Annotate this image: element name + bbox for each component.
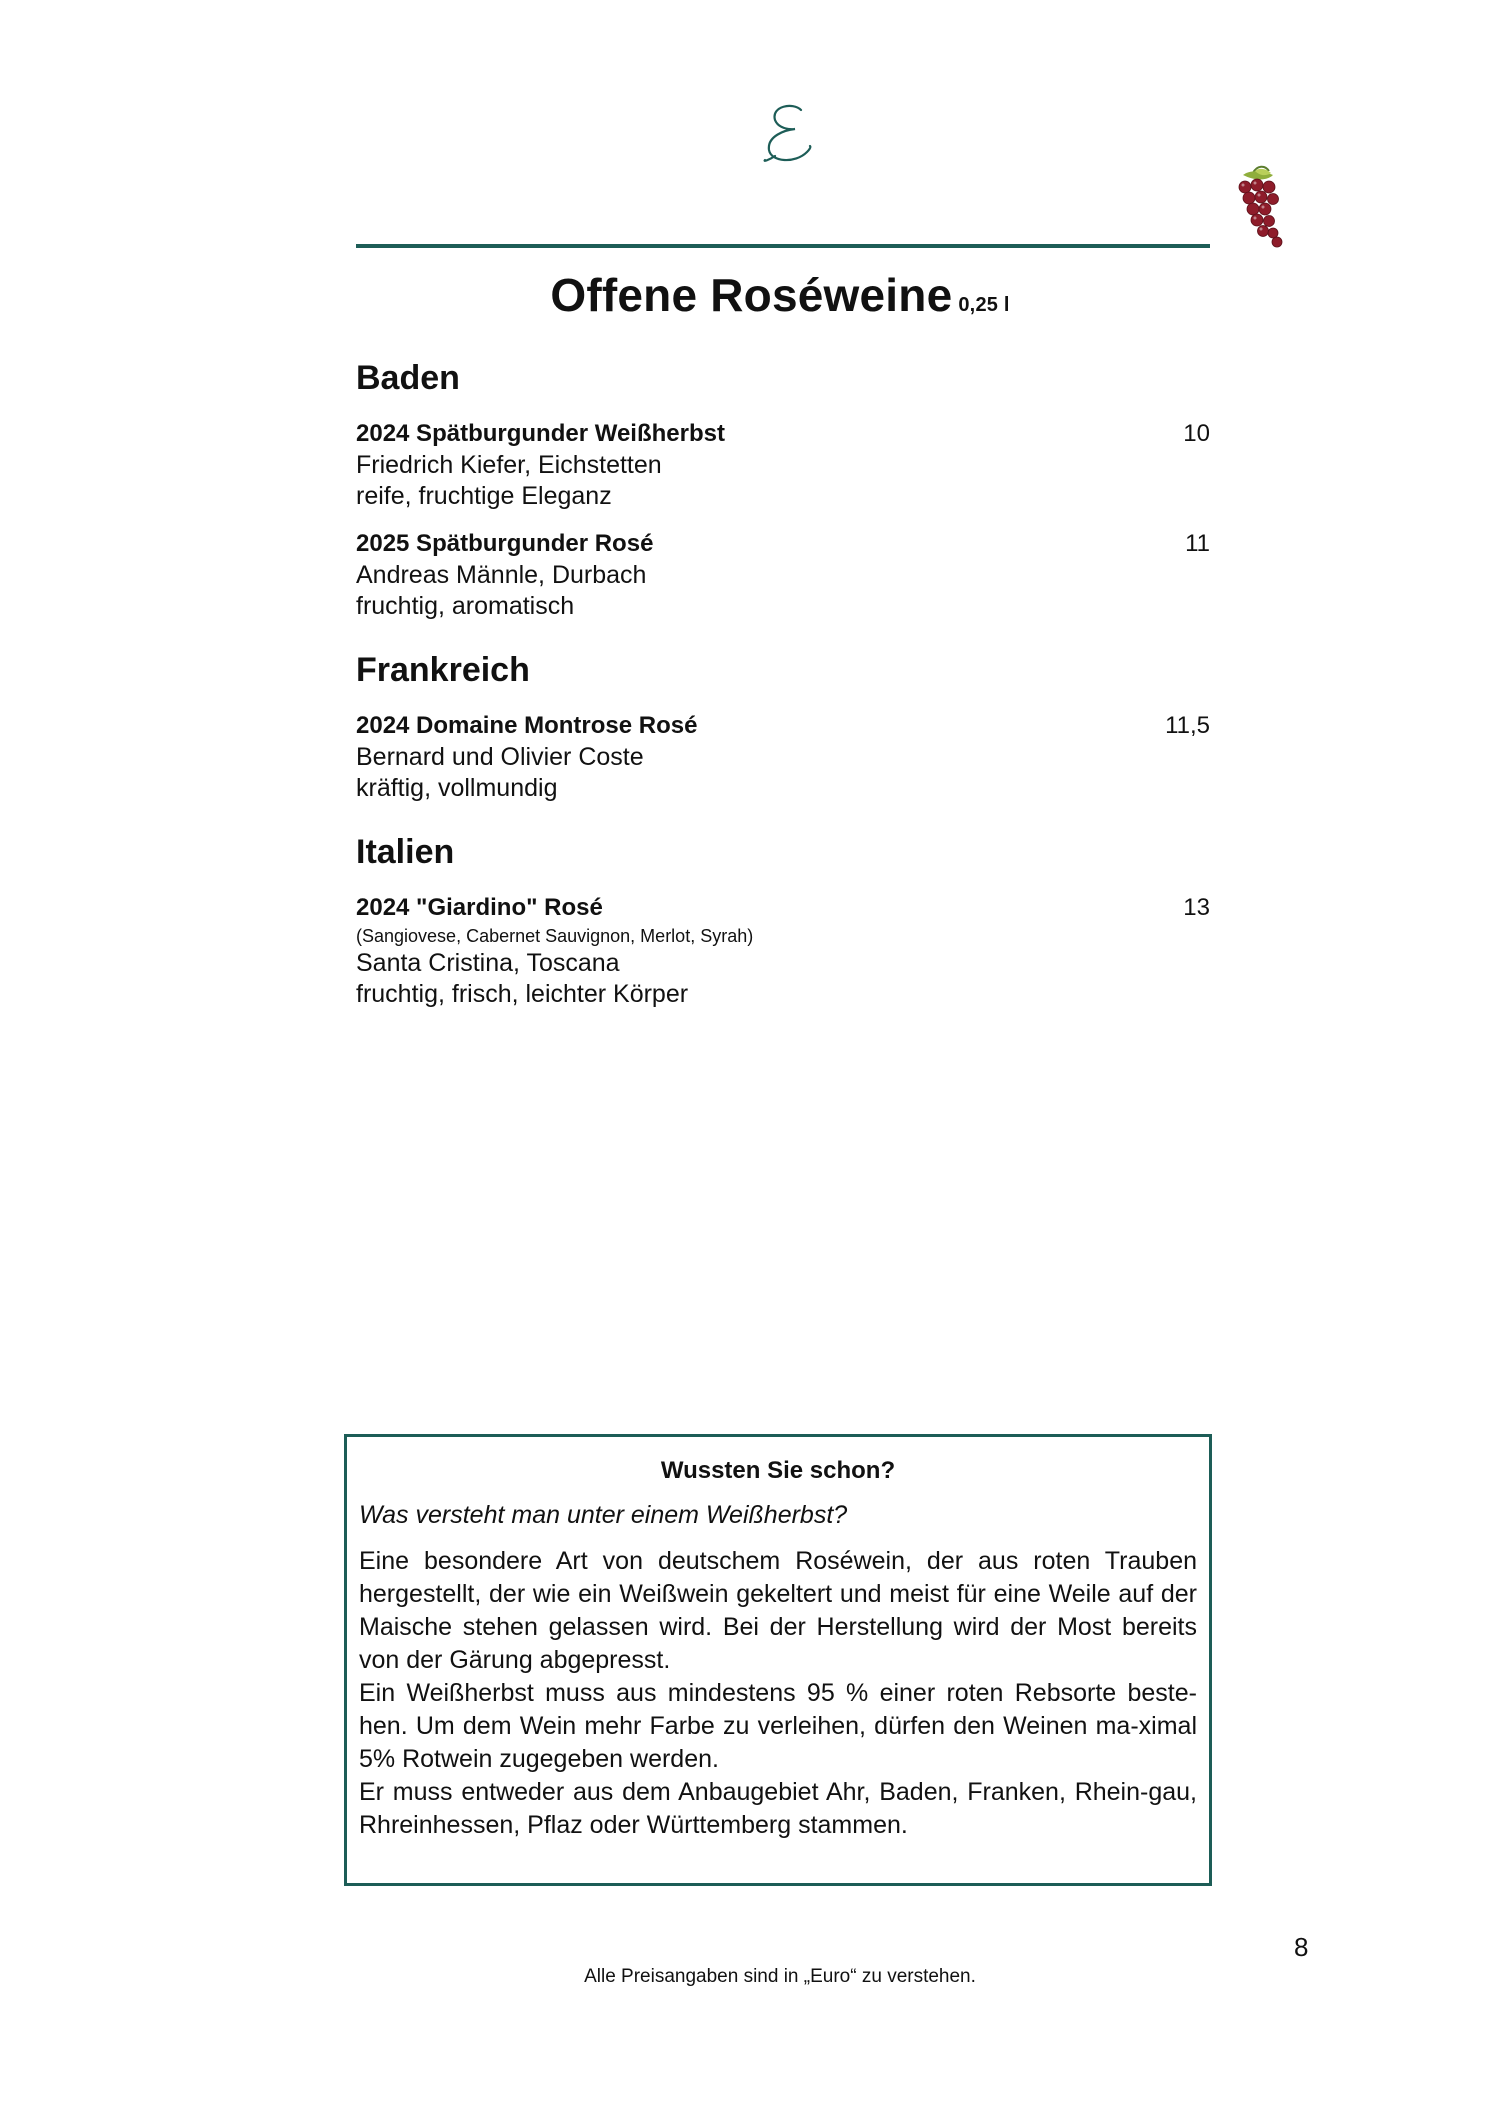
wine-description: kräftig, vollmundig [356,774,558,802]
region-heading-italien: Italien [356,833,455,871]
header-divider [356,244,1210,248]
wine-list [356,356,1210,1026]
wine-producer: Bernard und Olivier Coste [356,743,644,771]
info-box-paragraph: Ein Weißherbst muss aus mindestens 95 % einer roten Rebsorte beste-hen. Um dem Wein mehr Farbe zu verleihen, dürfen den Weinen ma-ximal 5% Rotwein zugegeben werden. [359,1679,1197,1773]
info-box-paragraph: Eine besondere Art von deutschem Roséwein, der aus roten Trauben hergestellt, der wie ein Weißwein gekeltert und meist für eine Weile auf der Maische stehen gelassen wird. Bei der Herstellung wird der Most bereits von der Gärung abgepresst. [359,1547,1197,1674]
wine-price: 11 [1185,530,1210,557]
wine-producer: Andreas Männle, Durbach [356,561,647,589]
wine-price: 13 [1183,894,1210,921]
wine-grapes: (Sangiovese, Cabernet Sauvignon, Merlot, Syrah) [356,926,754,946]
info-box [344,1434,1212,1886]
script-e-monogram-icon [755,100,825,170]
region-heading-frankreich: Frankreich [356,651,530,689]
wine-price: 11,5 [1165,712,1210,739]
wine-producer: Santa Cristina, Toscana [356,949,620,977]
wine-entry [356,892,1210,1010]
info-box-question: Was versteht man unter einem Weißherbst? [359,1501,848,1529]
wine-description: fruchtig, frisch, leichter Körper [356,980,689,1008]
page-title-text: Offene Roséweine [550,269,953,321]
page-title [0,268,1488,322]
wine-name: 2024 Spätburgunder Weißherbst [356,420,725,447]
wine-entry [356,710,1210,804]
page-title-unit: 0,25 l [958,294,1010,316]
wine-producer: Friedrich Kiefer, Eichstetten [356,451,662,479]
wine-name: 2025 Spätburgunder Rosé [356,530,654,557]
region-heading-baden: Baden [356,359,460,397]
info-box-title: Wussten Sie schon? [660,1457,896,1484]
wine-name: 2024 "Giardino" Rosé [356,894,603,921]
wine-name: 2024 Domaine Montrose Rosé [356,712,698,739]
wine-entry [356,528,1210,622]
footer-note: Alle Preisangaben sind in „Euro“ zu verstehen. [584,1966,976,1987]
grapes-icon [1233,163,1285,249]
wine-description: fruchtig, aromatisch [356,592,575,620]
wine-description: reife, fruchtige Eleganz [356,482,612,510]
wine-entry [356,418,1210,512]
page-number: 8 [1294,1932,1309,1962]
wine-price: 10 [1183,420,1210,447]
info-box-paragraph: Er muss entweder aus dem Anbaugebiet Ahr, Baden, Franken, Rhein-gau, Rhreinhessen, Pflaz oder Württemberg stammen. [359,1778,1197,1839]
